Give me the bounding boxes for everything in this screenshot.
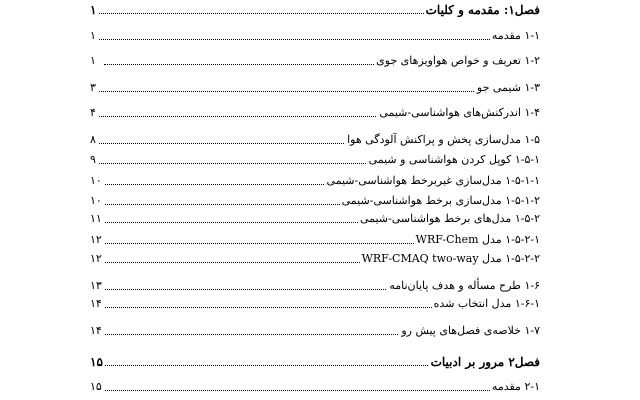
toc-entry <box>90 79 540 95</box>
toc-page-number: ۴ <box>90 106 96 119</box>
toc-page-number: ۱۰ <box>90 194 102 207</box>
toc-title: ۱-۶-۱ مدل انتخاب شده <box>433 297 540 310</box>
toc-title: ۱-۷ خلاصه‌ی فصل‌های پیش رو <box>401 324 540 337</box>
toc-entry <box>90 192 540 208</box>
toc-title: ۱-۶ طرح مسأله و هدف پایان‌نامه <box>389 279 540 292</box>
toc-title: ۱-۳ شیمی جو <box>476 81 540 94</box>
toc-entry <box>90 231 540 247</box>
toc-entry <box>90 210 540 226</box>
toc-title: ۱-۲ تعریف و خواص هواویزهای جوی <box>376 54 540 67</box>
toc-entry <box>90 172 540 188</box>
dot-leader <box>90 39 540 40</box>
toc-title: ۱-۴ اندرکنش‌های هواشناسی-شیمی <box>379 106 540 119</box>
toc-page-number: ۱۱ <box>90 212 102 225</box>
toc-page-number: ۱ <box>90 54 96 67</box>
toc-entry <box>90 378 540 394</box>
toc-entry <box>90 277 540 293</box>
toc-entry <box>90 250 540 266</box>
toc-title: ۱-۵-۱-۱ مدل‌سازی غیربرخط هواشناسی-شیمی <box>326 174 540 187</box>
dot-leader <box>90 390 540 391</box>
toc-chapter-1 <box>90 1 540 17</box>
dot-leader <box>104 64 390 65</box>
toc-title: ۱-۵-۲-۲ مدل WRF-CMAQ two-way <box>361 252 540 265</box>
toc-title: ۱-۵-۱ کوپل کردن هواشناسی و شیمی <box>368 153 540 166</box>
toc-entry <box>90 131 540 147</box>
toc-page-number: ۱۳ <box>90 279 102 292</box>
toc-page-number: ۱۴ <box>90 324 102 337</box>
toc-page-number: ۱۲ <box>90 233 102 246</box>
toc-entry <box>90 151 540 167</box>
toc-entry <box>90 104 540 120</box>
toc-title: ۱-۱ مقدمه <box>491 29 540 42</box>
toc-title: ۲-۱ مقدمه <box>491 380 540 393</box>
toc-page-number: ۹ <box>90 153 96 166</box>
toc-title: ۱-۵-۱-۲ مدل‌سازی برخط هواشناسی-شیمی <box>341 194 540 207</box>
toc-title: ۱-۵-۲ مدل‌های برخط هواشناسی-شیمی <box>359 212 540 225</box>
toc-page-number: ۱ <box>90 29 96 42</box>
toc-page-number: ۳ <box>90 81 96 94</box>
toc-page-number: ۱۴ <box>90 297 102 310</box>
toc-page-number: ۱۵ <box>90 380 102 393</box>
toc-page-number: ۱۵ <box>90 355 103 369</box>
toc-title: ۱-۵ مدل‌سازی پخش و پراکنش آلودگی هوا <box>347 133 540 146</box>
toc-page-number: ۱ <box>90 3 97 17</box>
toc-entry <box>90 52 540 68</box>
toc-title: فصل۲ مرور بر ادبیات <box>430 355 540 369</box>
dot-leader <box>90 91 540 92</box>
toc-page-number: ۸ <box>90 133 96 146</box>
toc-entry <box>90 27 540 43</box>
toc-entry <box>90 295 540 311</box>
toc-page-number: ۱۰ <box>90 174 102 187</box>
toc-title: فصل۱: مقدمه و کلیات <box>425 3 540 17</box>
toc-chapter-2 <box>90 353 540 369</box>
toc-entry <box>90 322 540 338</box>
toc-title: ۱-۵-۲-۱ مدل WRF-Chem <box>415 233 540 246</box>
toc-page-number: ۱۲ <box>90 252 102 265</box>
